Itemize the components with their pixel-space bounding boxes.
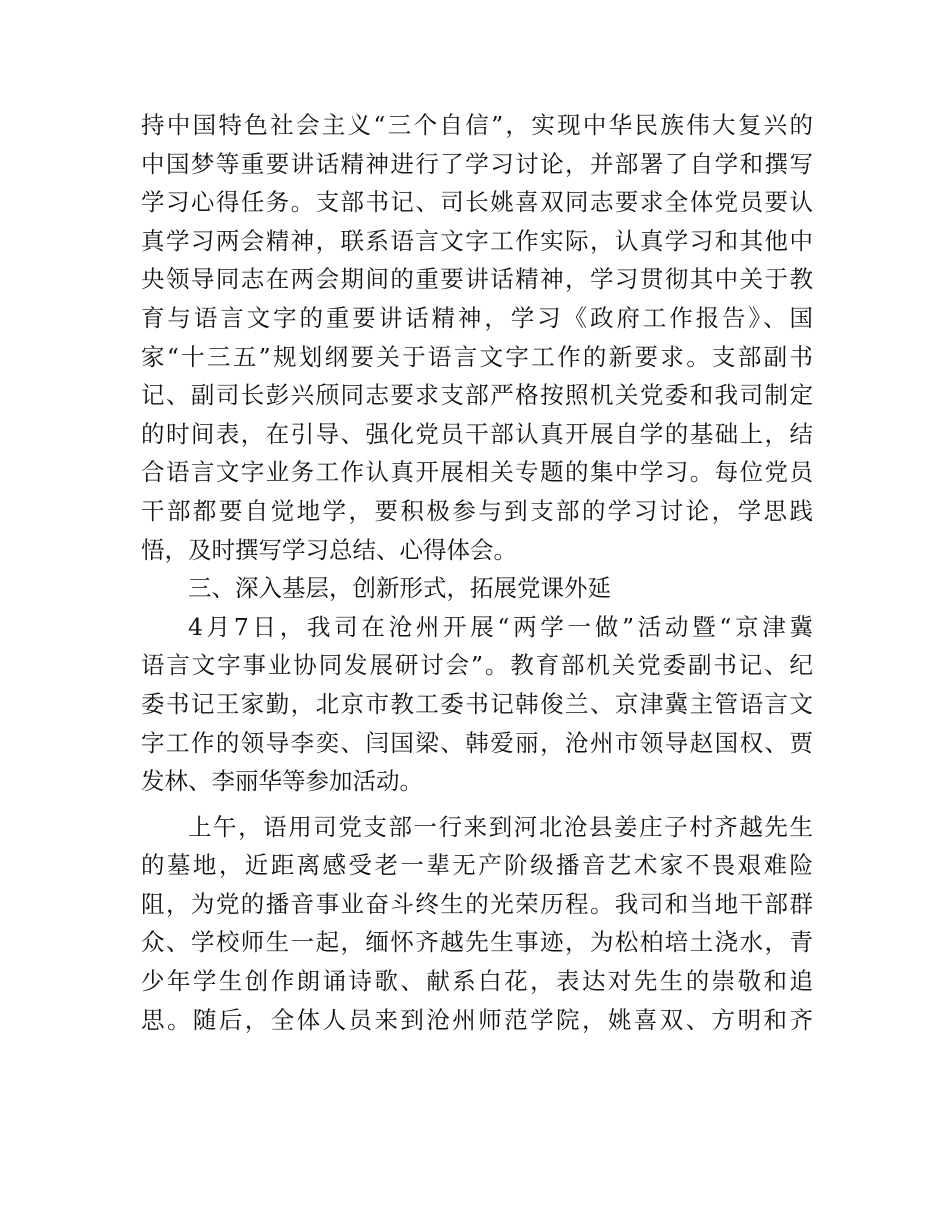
text-line: 家“十三五”规划纲要关于语言文字工作的新要求。支部副书: [141, 342, 813, 371]
text-line: 干部都要自觉地学，要积极参与到支部的学习讨论，学思践: [141, 496, 813, 525]
document-body: [141, 106, 813, 1039]
text-line: 悟，及时撰写学习总结、心得体会。: [141, 535, 517, 564]
text-line: 众、学校师生一起，缅怀齐越先生事迹，为松柏培土浇水，青: [141, 928, 813, 957]
text-line: 的墓地，近距离感受老一辈无产阶级播音艺术家不畏艰难险: [141, 851, 813, 880]
text-line: 学习心得任务。支部书记、司长姚喜双同志要求全体党员要认: [141, 188, 813, 217]
text-line: 思。随后，全体人员来到沧州师范学院，姚喜双、方明和齐: [141, 1005, 813, 1034]
text-line: 真学习两会精神，联系语言文字工作实际，认真学习和其他中: [141, 226, 813, 255]
text-line: 委书记王家勤，北京市教工委书记韩俊兰、京津冀主管语言文: [141, 689, 813, 718]
text-line: 上午，语用司党支部一行来到河北沧县姜庄子村齐越先生: [188, 812, 813, 841]
text-line: 合语言文字业务工作认真开展相关专题的集中学习。每位党员: [141, 458, 813, 487]
text-line: 育与语言文字的重要讲话精神，学习《政府工作报告》、国: [141, 303, 813, 332]
text-line: 发林、李丽华等参加活动。: [141, 767, 423, 796]
text-line: 语言文字事业协同发展研讨会”。教育部机关党委副书记、纪: [141, 651, 813, 680]
text-line: 的时间表，在引导、强化党员干部认真开展自学的基础上，结: [141, 419, 813, 448]
section-heading: 三、深入基层，创新形式，拓展党课外延: [188, 574, 611, 603]
text-line: 央领导同志在两会期间的重要讲话精神，学习贯彻其中关于教: [141, 265, 813, 294]
text-line: 字工作的领导李奕、闫国梁、韩爱丽，沧州市领导赵国权、贾: [141, 728, 813, 757]
text-line: 少年学生创作朗诵诗歌、献系白花，表达对先生的崇敬和追: [141, 967, 813, 996]
text-line: 阻，为党的播音事业奋斗终生的光荣历程。我司和当地干部群: [141, 889, 813, 918]
text-line: 中国梦等重要讲话精神进行了学习讨论，并部署了自学和撰写: [141, 149, 813, 178]
text-line: 4月7日，我司在沧州开展“两学一做”活动暨“京津冀: [188, 612, 813, 641]
text-line: 记、副司长彭兴颀同志要求支部严格按照机关党委和我司制定: [141, 381, 813, 410]
paragraph-gap: [141, 801, 813, 808]
text-line: 持中国特色社会主义“三个自信”，实现中华民族伟大复兴的: [141, 111, 813, 139]
